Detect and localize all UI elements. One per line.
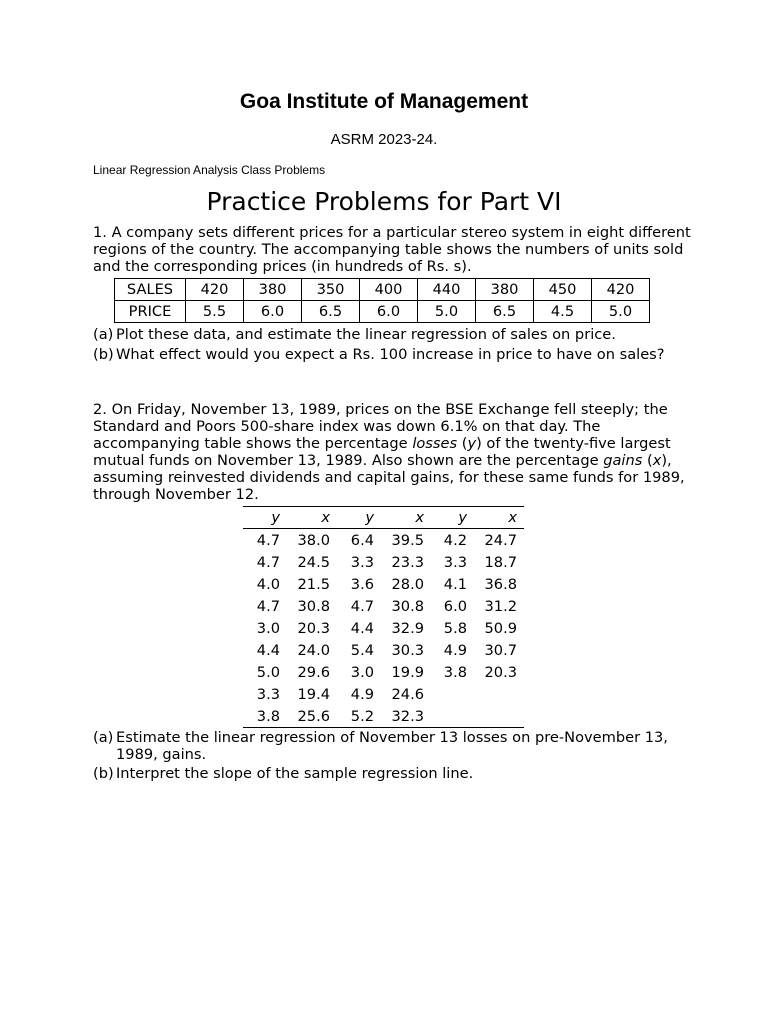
table-cell: 3.6 xyxy=(350,575,374,593)
table-cell: 31.2 xyxy=(484,597,517,615)
problem-1-part-a xyxy=(93,326,683,343)
column-header: x xyxy=(374,507,424,529)
column-header: x xyxy=(467,507,524,529)
losses-gains-table xyxy=(243,506,524,728)
table-cell: 32.9 xyxy=(391,619,424,637)
table-cell: 30.3 xyxy=(391,641,424,659)
price-cell: 4.5 xyxy=(534,301,592,323)
intro-text: ) of the twenty-five largest mutual funds on November 13, 1989. Also shown are the percentage xyxy=(93,435,671,469)
intro-text: ), assuming reinvested dividends and capital gains, for these same funds for 1989, through November 12. xyxy=(93,452,685,503)
table-cell: 24.0 xyxy=(297,641,330,659)
y-variable: y xyxy=(467,435,477,452)
table-cell: 29.6 xyxy=(297,663,330,681)
table-row xyxy=(243,595,524,617)
table-cell xyxy=(424,705,467,728)
problem-1-part-b xyxy=(93,346,683,363)
table-cell: 19.9 xyxy=(391,663,424,681)
sales-cell: 380 xyxy=(244,279,302,301)
problem-2-part-a xyxy=(93,729,683,763)
table-cell: 4.7 xyxy=(256,553,280,571)
table-cell: 25.6 xyxy=(280,705,330,728)
table-row xyxy=(243,617,524,639)
part-text: What effect would you expect a Rs. 100 increase in price to have on sales? xyxy=(116,346,665,363)
price-cell: 6.5 xyxy=(476,301,534,323)
problem-1-intro: 1. A company sets different prices for a particular stereo system in eight different regions of the country. The accompanying table shows the numbers of units sold and the corresponding prices (in hundreds of Rs. s). xyxy=(93,224,691,275)
problem-2-part-b xyxy=(93,765,683,782)
sales-cell: 380 xyxy=(476,279,534,301)
table-cell: 3.3 xyxy=(350,553,374,571)
table-cell: 39.5 xyxy=(391,531,424,549)
sales-label-cell: SALES xyxy=(115,279,186,301)
table-cell: 24.7 xyxy=(484,531,517,549)
table-cell: 3.8 xyxy=(243,705,280,728)
part-text: Plot these data, and estimate the linear regression of sales on price. xyxy=(116,326,616,343)
price-label-cell: PRICE xyxy=(115,301,186,323)
sales-price-table xyxy=(114,278,650,323)
table-cell: 5.0 xyxy=(256,663,280,681)
price-row xyxy=(115,301,650,323)
price-cell: 6.0 xyxy=(360,301,418,323)
table-cell: 32.3 xyxy=(374,705,424,728)
price-cell: 5.0 xyxy=(592,301,650,323)
intro-text: 2. On Friday, November 13, 1989, prices on the BSE Exchange fell steeply; the Standard and Poors 500-share index was down 6.1% on that day. The accompanying table shows the percentage xyxy=(93,401,668,452)
table-header-row xyxy=(243,507,524,529)
table-cell: 38.0 xyxy=(297,531,330,549)
table-cell: 23.3 xyxy=(391,553,424,571)
course-line: Linear Regression Analysis Class Problems xyxy=(93,163,326,177)
table-cell: 4.2 xyxy=(443,531,467,549)
part-label: (a) xyxy=(93,729,114,746)
table-cell: 19.4 xyxy=(297,685,330,703)
table-cell xyxy=(467,705,524,728)
intro-text: ( xyxy=(642,452,653,469)
table-cell: 30.8 xyxy=(391,597,424,615)
table-cell: 3.3 xyxy=(443,553,467,571)
sales-cell: 420 xyxy=(186,279,244,301)
table-row xyxy=(243,639,524,661)
x-variable: x xyxy=(652,452,662,469)
table-cell: 24.5 xyxy=(297,553,330,571)
table-row xyxy=(243,529,524,552)
table-cell: 4.9 xyxy=(443,641,467,659)
table-cell: 18.7 xyxy=(484,553,517,571)
gains-word: gains xyxy=(603,452,643,469)
table-row xyxy=(243,661,524,683)
losses-word: losses xyxy=(412,435,458,452)
table-cell: 4.7 xyxy=(350,597,374,615)
table-cell: 36.8 xyxy=(484,575,517,593)
column-header: y xyxy=(330,507,374,529)
table-cell: 30.7 xyxy=(484,641,517,659)
price-cell: 6.0 xyxy=(244,301,302,323)
problem-2-intro xyxy=(93,401,693,503)
table-cell: 3.8 xyxy=(443,663,467,681)
part-text: Estimate the linear regression of November 13 losses on pre-November 13, 1989, gains. xyxy=(116,729,668,763)
table-cell: 4.7 xyxy=(256,531,280,549)
sales-cell: 450 xyxy=(534,279,592,301)
table-cell xyxy=(467,683,524,705)
table-row xyxy=(243,573,524,595)
table-row xyxy=(243,683,524,705)
price-cell: 6.5 xyxy=(302,301,360,323)
table-cell xyxy=(424,683,467,705)
table-cell: 30.8 xyxy=(297,597,330,615)
table-row xyxy=(243,705,524,728)
column-header: y xyxy=(243,507,280,529)
sales-cell: 420 xyxy=(592,279,650,301)
table-cell: 4.9 xyxy=(350,685,374,703)
sales-cell: 440 xyxy=(418,279,476,301)
sales-cell: 350 xyxy=(302,279,360,301)
table-cell: 4.4 xyxy=(256,641,280,659)
table-cell: 6.0 xyxy=(443,597,467,615)
part-label: (a) xyxy=(93,326,114,343)
table-cell: 28.0 xyxy=(391,575,424,593)
table-cell: 5.2 xyxy=(330,705,374,728)
page-title: Practice Problems for Part VI xyxy=(206,187,562,216)
table-cell: 20.3 xyxy=(297,619,330,637)
table-cell: 4.4 xyxy=(350,619,374,637)
table-cell: 5.4 xyxy=(350,641,374,659)
academic-year: ASRM 2023-24. xyxy=(330,131,438,148)
table-cell: 3.0 xyxy=(350,663,374,681)
table-cell: 3.3 xyxy=(256,685,280,703)
part-label: (b) xyxy=(93,346,114,363)
table-cell: 24.6 xyxy=(391,685,424,703)
table-row xyxy=(243,551,524,573)
table-cell: 3.0 xyxy=(256,619,280,637)
price-cell: 5.5 xyxy=(186,301,244,323)
column-header: y xyxy=(424,507,467,529)
table-cell: 4.0 xyxy=(256,575,280,593)
part-text: Interpret the slope of the sample regression line. xyxy=(116,765,474,782)
table-cell: 21.5 xyxy=(297,575,330,593)
table-cell: 5.8 xyxy=(443,619,467,637)
table-cell: 20.3 xyxy=(484,663,517,681)
part-label: (b) xyxy=(93,765,114,782)
table-cell: 4.7 xyxy=(256,597,280,615)
institute-heading: Goa Institute of Management xyxy=(239,90,529,113)
table-cell: 50.9 xyxy=(484,619,517,637)
table-cell: 6.4 xyxy=(350,531,374,549)
intro-text: ( xyxy=(457,435,468,452)
table-cell: 4.1 xyxy=(443,575,467,593)
price-cell: 5.0 xyxy=(418,301,476,323)
sales-cell: 400 xyxy=(360,279,418,301)
column-header: x xyxy=(280,507,330,529)
sales-row xyxy=(115,279,650,301)
